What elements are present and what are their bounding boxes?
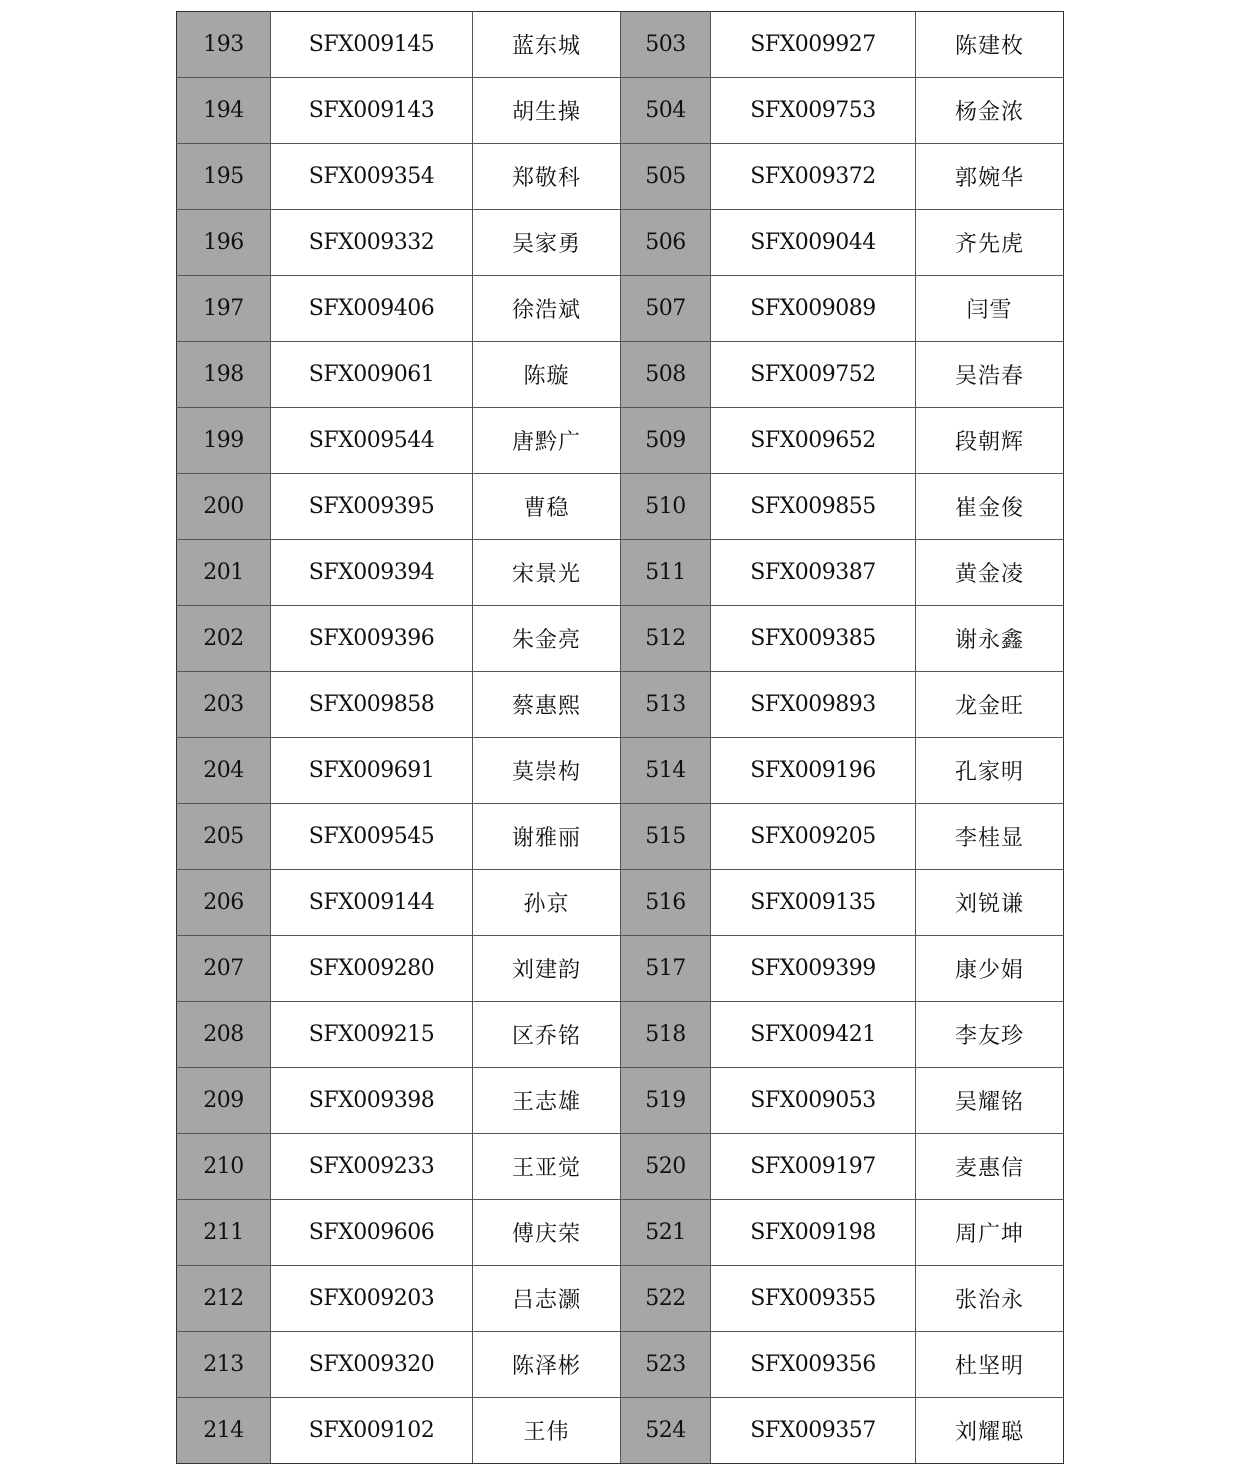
left-number-cell: 212 — [177, 1266, 271, 1332]
left-name-cell: 吕志灏 — [473, 1266, 621, 1332]
right-number-cell: 505 — [621, 144, 711, 210]
right-code-cell: SFX009855 — [711, 474, 916, 540]
left-name-cell: 孙京 — [473, 870, 621, 936]
table-row — [177, 1266, 1064, 1332]
left-name-cell: 蓝东城 — [473, 12, 621, 78]
right-name-cell: 李桂显 — [916, 804, 1064, 870]
right-code-cell: SFX009356 — [711, 1332, 916, 1398]
left-name-cell: 曹稳 — [473, 474, 621, 540]
left-number-cell: 214 — [177, 1398, 271, 1464]
left-number-cell: 194 — [177, 78, 271, 144]
right-name-cell: 麦惠信 — [916, 1134, 1064, 1200]
left-number-cell: 199 — [177, 408, 271, 474]
table-row — [177, 210, 1064, 276]
left-code-cell: SFX009143 — [271, 78, 473, 144]
left-name-cell: 唐黔广 — [473, 408, 621, 474]
left-code-cell: SFX009395 — [271, 474, 473, 540]
right-code-cell: SFX009927 — [711, 12, 916, 78]
left-number-cell: 197 — [177, 276, 271, 342]
right-code-cell: SFX009197 — [711, 1134, 916, 1200]
table-row — [177, 1068, 1064, 1134]
right-name-cell: 黄金凌 — [916, 540, 1064, 606]
table-row — [177, 672, 1064, 738]
right-code-cell: SFX009198 — [711, 1200, 916, 1266]
table-row — [177, 606, 1064, 672]
left-number-cell: 208 — [177, 1002, 271, 1068]
right-code-cell: SFX009372 — [711, 144, 916, 210]
left-code-cell: SFX009144 — [271, 870, 473, 936]
left-code-cell: SFX009544 — [271, 408, 473, 474]
left-name-cell: 王志雄 — [473, 1068, 621, 1134]
right-code-cell: SFX009387 — [711, 540, 916, 606]
roster-table — [176, 11, 1064, 1464]
right-code-cell: SFX009053 — [711, 1068, 916, 1134]
right-name-cell: 李友珍 — [916, 1002, 1064, 1068]
right-name-cell: 吴浩春 — [916, 342, 1064, 408]
roster-table-body — [177, 12, 1064, 1464]
left-name-cell: 陈泽彬 — [473, 1332, 621, 1398]
right-code-cell: SFX009205 — [711, 804, 916, 870]
right-number-cell: 508 — [621, 342, 711, 408]
right-name-cell: 谢永鑫 — [916, 606, 1064, 672]
left-code-cell: SFX009858 — [271, 672, 473, 738]
right-name-cell: 崔金俊 — [916, 474, 1064, 540]
right-name-cell: 杨金浓 — [916, 78, 1064, 144]
left-name-cell: 陈璇 — [473, 342, 621, 408]
left-number-cell: 203 — [177, 672, 271, 738]
right-number-cell: 504 — [621, 78, 711, 144]
right-number-cell: 512 — [621, 606, 711, 672]
left-code-cell: SFX009545 — [271, 804, 473, 870]
left-number-cell: 205 — [177, 804, 271, 870]
right-code-cell: SFX009196 — [711, 738, 916, 804]
table-row — [177, 1200, 1064, 1266]
right-number-cell: 515 — [621, 804, 711, 870]
table-row — [177, 1332, 1064, 1398]
right-number-cell: 524 — [621, 1398, 711, 1464]
table-row — [177, 408, 1064, 474]
right-name-cell: 吴耀铭 — [916, 1068, 1064, 1134]
right-name-cell: 康少娟 — [916, 936, 1064, 1002]
left-name-cell: 王伟 — [473, 1398, 621, 1464]
right-number-cell: 518 — [621, 1002, 711, 1068]
left-number-cell: 201 — [177, 540, 271, 606]
right-number-cell: 521 — [621, 1200, 711, 1266]
right-number-cell: 523 — [621, 1332, 711, 1398]
right-number-cell: 510 — [621, 474, 711, 540]
left-code-cell: SFX009102 — [271, 1398, 473, 1464]
table-row — [177, 936, 1064, 1002]
left-number-cell: 210 — [177, 1134, 271, 1200]
right-code-cell: SFX009421 — [711, 1002, 916, 1068]
right-code-cell: SFX009135 — [711, 870, 916, 936]
right-number-cell: 513 — [621, 672, 711, 738]
left-number-cell: 200 — [177, 474, 271, 540]
left-code-cell: SFX009145 — [271, 12, 473, 78]
right-number-cell: 517 — [621, 936, 711, 1002]
left-code-cell: SFX009691 — [271, 738, 473, 804]
table-row — [177, 540, 1064, 606]
right-number-cell: 514 — [621, 738, 711, 804]
right-name-cell: 龙金旺 — [916, 672, 1064, 738]
right-number-cell: 511 — [621, 540, 711, 606]
left-code-cell: SFX009354 — [271, 144, 473, 210]
left-name-cell: 区乔铭 — [473, 1002, 621, 1068]
table-row — [177, 144, 1064, 210]
right-number-cell: 503 — [621, 12, 711, 78]
left-code-cell: SFX009233 — [271, 1134, 473, 1200]
left-code-cell: SFX009606 — [271, 1200, 473, 1266]
right-code-cell: SFX009355 — [711, 1266, 916, 1332]
right-name-cell: 周广坤 — [916, 1200, 1064, 1266]
right-code-cell: SFX009652 — [711, 408, 916, 474]
right-number-cell: 509 — [621, 408, 711, 474]
left-code-cell: SFX009396 — [271, 606, 473, 672]
right-code-cell: SFX009357 — [711, 1398, 916, 1464]
right-name-cell: 段朝辉 — [916, 408, 1064, 474]
right-code-cell: SFX009399 — [711, 936, 916, 1002]
table-row — [177, 12, 1064, 78]
left-number-cell: 206 — [177, 870, 271, 936]
left-name-cell: 郑敬科 — [473, 144, 621, 210]
right-name-cell: 齐先虎 — [916, 210, 1064, 276]
left-code-cell: SFX009203 — [271, 1266, 473, 1332]
table-row — [177, 342, 1064, 408]
left-code-cell: SFX009320 — [271, 1332, 473, 1398]
left-number-cell: 207 — [177, 936, 271, 1002]
left-number-cell: 195 — [177, 144, 271, 210]
right-code-cell: SFX009385 — [711, 606, 916, 672]
left-name-cell: 吴家勇 — [473, 210, 621, 276]
left-name-cell: 莫崇构 — [473, 738, 621, 804]
right-name-cell: 刘耀聪 — [916, 1398, 1064, 1464]
right-number-cell: 520 — [621, 1134, 711, 1200]
left-number-cell: 209 — [177, 1068, 271, 1134]
right-name-cell: 陈建枚 — [916, 12, 1064, 78]
table-row — [177, 1134, 1064, 1200]
left-code-cell: SFX009280 — [271, 936, 473, 1002]
table-row — [177, 738, 1064, 804]
table-row — [177, 1002, 1064, 1068]
right-name-cell: 刘锐谦 — [916, 870, 1064, 936]
left-number-cell: 213 — [177, 1332, 271, 1398]
left-name-cell: 宋景光 — [473, 540, 621, 606]
table-row — [177, 474, 1064, 540]
table-row — [177, 78, 1064, 144]
right-code-cell: SFX009753 — [711, 78, 916, 144]
left-name-cell: 谢雅丽 — [473, 804, 621, 870]
left-name-cell: 傅庆荣 — [473, 1200, 621, 1266]
left-number-cell: 196 — [177, 210, 271, 276]
left-number-cell: 198 — [177, 342, 271, 408]
left-name-cell: 徐浩斌 — [473, 276, 621, 342]
right-name-cell: 孔家明 — [916, 738, 1064, 804]
left-name-cell: 蔡惠熙 — [473, 672, 621, 738]
left-code-cell: SFX009394 — [271, 540, 473, 606]
right-name-cell: 张治永 — [916, 1266, 1064, 1332]
left-code-cell: SFX009061 — [271, 342, 473, 408]
table-row — [177, 870, 1064, 936]
table-row — [177, 804, 1064, 870]
right-code-cell: SFX009089 — [711, 276, 916, 342]
left-code-cell: SFX009215 — [271, 1002, 473, 1068]
right-name-cell: 杜坚明 — [916, 1332, 1064, 1398]
right-name-cell: 闫雪 — [916, 276, 1064, 342]
right-name-cell: 郭婉华 — [916, 144, 1064, 210]
left-number-cell: 204 — [177, 738, 271, 804]
left-name-cell: 刘建韵 — [473, 936, 621, 1002]
table-row — [177, 1398, 1064, 1464]
left-name-cell: 王亚觉 — [473, 1134, 621, 1200]
right-code-cell: SFX009752 — [711, 342, 916, 408]
left-name-cell: 朱金亮 — [473, 606, 621, 672]
left-name-cell: 胡生操 — [473, 78, 621, 144]
left-number-cell: 193 — [177, 12, 271, 78]
left-code-cell: SFX009398 — [271, 1068, 473, 1134]
right-number-cell: 506 — [621, 210, 711, 276]
left-code-cell: SFX009406 — [271, 276, 473, 342]
right-code-cell: SFX009893 — [711, 672, 916, 738]
right-number-cell: 519 — [621, 1068, 711, 1134]
left-code-cell: SFX009332 — [271, 210, 473, 276]
right-number-cell: 522 — [621, 1266, 711, 1332]
left-number-cell: 211 — [177, 1200, 271, 1266]
right-number-cell: 507 — [621, 276, 711, 342]
right-number-cell: 516 — [621, 870, 711, 936]
right-code-cell: SFX009044 — [711, 210, 916, 276]
table-row — [177, 276, 1064, 342]
left-number-cell: 202 — [177, 606, 271, 672]
